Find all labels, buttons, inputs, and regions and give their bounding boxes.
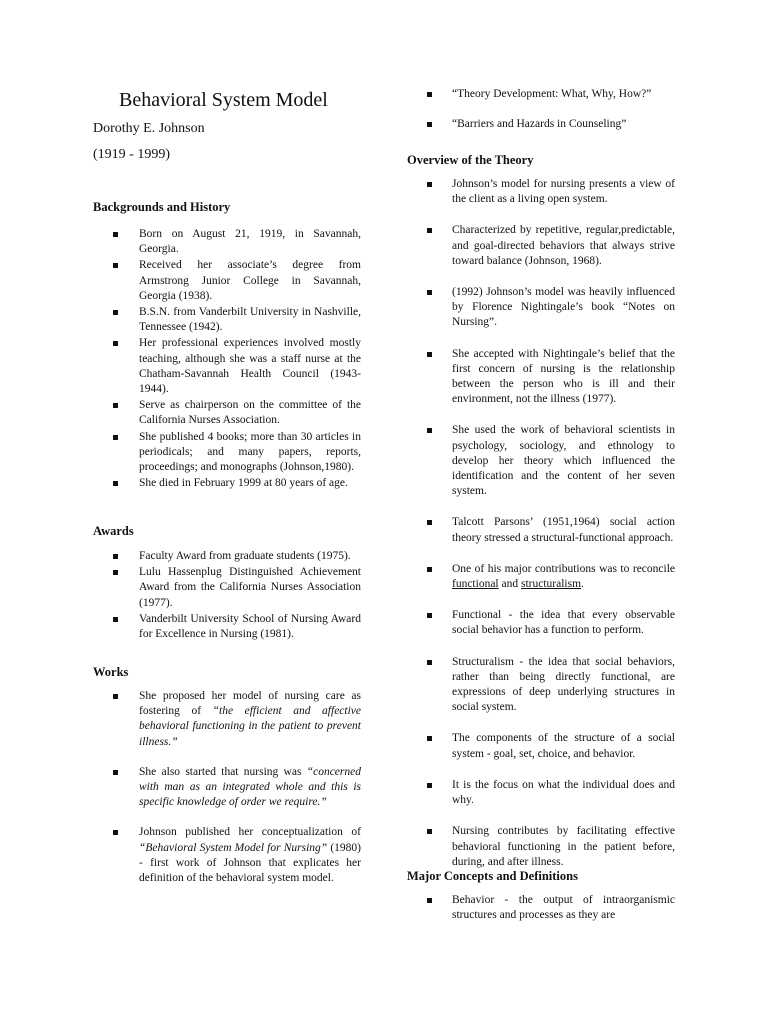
- bullet-icon: [427, 352, 432, 357]
- bullet-icon: [113, 435, 118, 440]
- list-item: She published 4 books; more than 30 articles in periodicals; and many papers, reports, proceedings; and monographs (Johnson,1980).: [93, 430, 361, 476]
- section-heading-backgrounds: Backgrounds and History: [93, 200, 231, 214]
- bullet-icon: [427, 660, 432, 665]
- bullet-icon: [427, 898, 432, 903]
- list-item: Nursing contributes by facilitating effective behavioral functioning in the patient before, during, and after illness.: [407, 824, 675, 870]
- concepts-list: [407, 893, 675, 923]
- bullet-icon: [427, 829, 432, 834]
- bullet-icon: [427, 783, 432, 788]
- list-item: Functional - the idea that every observable social behavior has a function to perform.: [407, 608, 675, 638]
- list-item: Vanderbilt University School of Nursing Award for Excellence in Nursing (1981).: [93, 612, 361, 642]
- list-item: “Barriers and Hazards in Counseling”: [407, 117, 675, 132]
- bullet-icon: [427, 122, 432, 127]
- section-heading-overview: Overview of the Theory: [407, 153, 534, 167]
- bullet-icon: [427, 428, 432, 433]
- list-item: Structuralism - the idea that social behaviors, rather than being directly functional, are expressions of deep underlying structures in social system.: [407, 655, 675, 716]
- list-item: She died in February 1999 at 80 years of age.: [93, 476, 361, 491]
- bullet-icon: [113, 570, 118, 575]
- list-item: It is the focus on what the individual does and why.: [407, 778, 675, 808]
- list-item: B.S.N. from Vanderbilt University in Nashville, Tennessee (1942).: [93, 305, 361, 335]
- list-item: One of his major contributions was to reconcile functional and structuralism.: [407, 562, 675, 592]
- works-continued-list: [407, 87, 675, 132]
- bullet-icon: [113, 830, 118, 835]
- bullet-icon: [113, 310, 118, 315]
- awards-list: [93, 549, 361, 642]
- bullet-icon: [427, 228, 432, 233]
- bullet-icon: [427, 567, 432, 572]
- works-list: [93, 689, 361, 886]
- bullet-icon: [113, 263, 118, 268]
- list-item: “Theory Development: What, Why, How?”: [407, 87, 675, 102]
- list-item: Born on August 21, 1919, in Savannah, Georgia.: [93, 227, 361, 257]
- bullet-icon: [113, 617, 118, 622]
- list-item: She proposed her model of nursing care as fostering of “the efficient and affective behavioral functioning in the patient to prevent illness.”: [93, 689, 361, 750]
- bullet-icon: [113, 694, 118, 699]
- bullet-icon: [113, 554, 118, 559]
- list-item: She used the work of behavioral scientists in psychology, sociology, and ethnology to develop her theory which influenced the identification and the content of her seven system.: [407, 423, 675, 499]
- bullet-icon: [113, 232, 118, 237]
- section-heading-awards: Awards: [93, 524, 134, 538]
- page-title: Behavioral System Model: [119, 89, 328, 111]
- list-item: (1992) Johnson’s model was heavily influenced by Florence Nightingale’s book “Notes on Nursing”.: [407, 285, 675, 331]
- bullet-icon: [427, 290, 432, 295]
- list-item: Faculty Award from graduate students (1975).: [93, 549, 361, 564]
- list-item: She also started that nursing was “concerned with man as an integrated whole and this is specific knowledge of order we require.”: [93, 765, 361, 811]
- bullet-icon: [427, 613, 432, 618]
- list-item: She accepted with Nightingale’s belief that the first concern of nursing is the relationship between the person who is ill and their environment, not the illness (1977).: [407, 347, 675, 408]
- bullet-icon: [427, 520, 432, 525]
- author-name: Dorothy E. Johnson: [93, 121, 205, 136]
- list-item: Lulu Hassenplug Distinguished Achievement Award from the California Nurses Association (1977).: [93, 565, 361, 611]
- overview-list: [407, 177, 675, 870]
- backgrounds-list: [93, 227, 361, 491]
- list-item: Johnson published her conceptualization of “Behavioral System Model for Nursing” (1980) - first work of Johnson that explicates her definition of the behavioral system model.: [93, 825, 361, 886]
- section-heading-works: Works: [93, 665, 129, 679]
- bullet-icon: [427, 182, 432, 187]
- list-item: Johnson’s model for nursing presents a view of the client as a living open system.: [407, 177, 675, 207]
- list-item: Talcott Parsons’ (1951,1964) social action theory stressed a structural-functional approach.: [407, 515, 675, 545]
- bullet-icon: [113, 770, 118, 775]
- bullet-icon: [427, 92, 432, 97]
- section-heading-concepts: Major Concepts and Definitions: [407, 869, 578, 883]
- author-years: (1919 - 1999): [93, 147, 170, 162]
- list-item: Characterized by repetitive, regular,predictable, and goal-directed behaviors that always strive toward balance (Johnson, 1968).: [407, 223, 675, 269]
- list-item: Her professional experiences involved mostly teaching, although she was a staff nurse at the Chatham-Savannah Health Council (1943-1944).: [93, 336, 361, 397]
- bullet-icon: [427, 736, 432, 741]
- bullet-icon: [113, 403, 118, 408]
- bullet-icon: [113, 341, 118, 346]
- bullet-icon: [113, 481, 118, 486]
- list-item: Received her associate’s degree from Armstrong Junior College in Savannah, Georgia (1938).: [93, 258, 361, 304]
- list-item: The components of the structure of a social system - goal, set, choice, and behavior.: [407, 731, 675, 761]
- list-item: Serve as chairperson on the committee of the California Nurses Association.: [93, 398, 361, 428]
- list-item: Behavior - the output of intraorganismic structures and processes as they are: [407, 893, 675, 923]
